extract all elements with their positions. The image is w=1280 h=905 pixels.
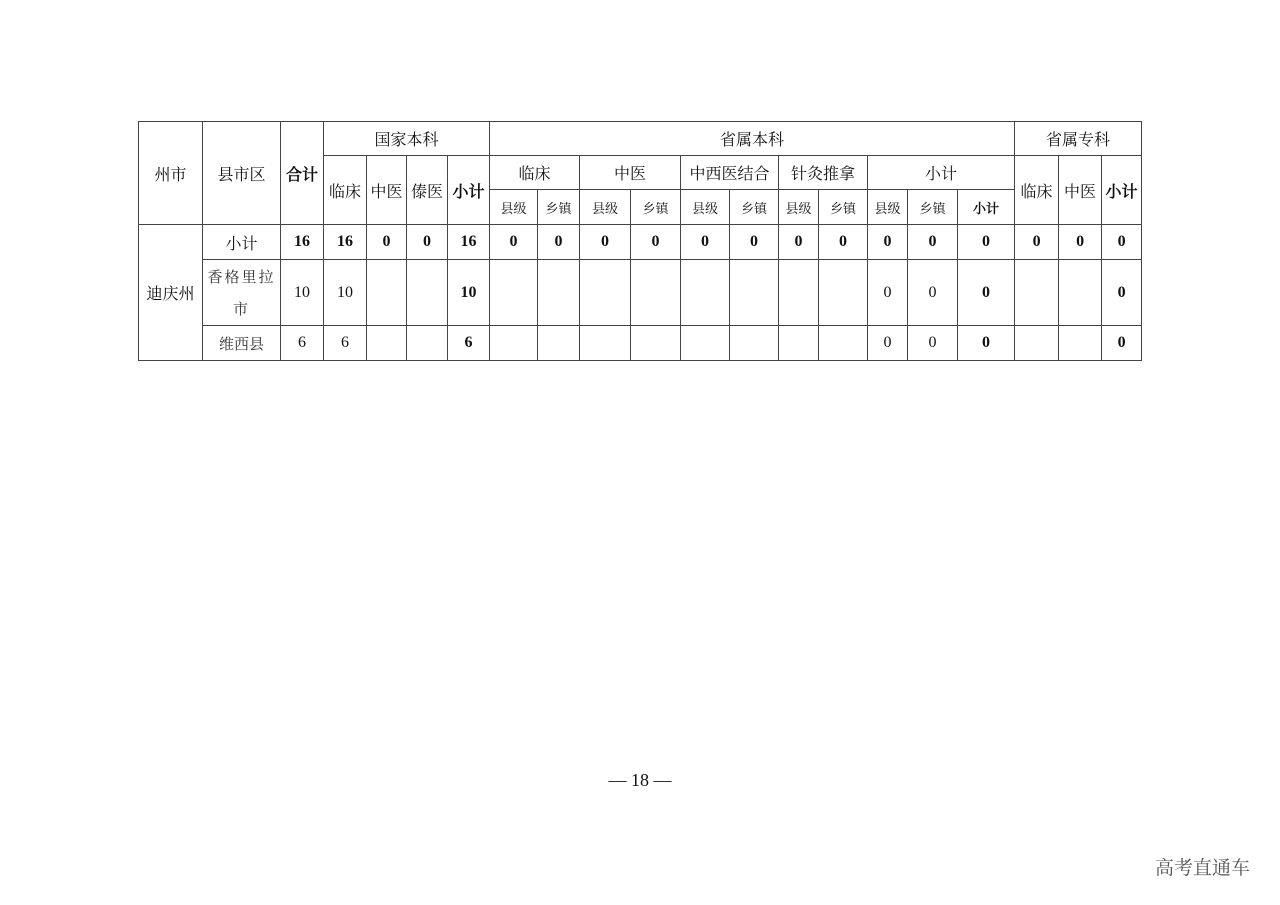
table-cell: 0 [868,225,908,260]
header-national-clinical: 临床 [324,156,367,225]
table-cell: 0 [958,326,1015,361]
table-cell: 0 [908,326,958,361]
header-prov-tcm: 中医 [580,156,681,190]
table-cell: 16 [324,225,367,260]
county-name: 香格里拉 市 [203,260,281,326]
county-name: 维西县 [203,326,281,361]
table-cell [631,326,681,361]
table-cell: 0 [580,225,631,260]
header-township: 乡镇 [538,190,580,225]
table-cell [779,260,819,326]
header-prov-subtotal: 小计 [868,156,1015,190]
table-cell: 10 [324,260,367,326]
table-cell [538,260,580,326]
table-cell [779,326,819,361]
table-cell: 6 [324,326,367,361]
header-college-tcm: 中医 [1059,156,1102,225]
table-cell [1059,326,1102,361]
header-total: 合计 [281,122,324,225]
table-cell: 0 [490,225,538,260]
header-county: 县市区 [203,122,281,225]
table-cell: 6 [448,326,490,361]
table-cell [730,260,779,326]
table-cell: 0 [958,260,1015,326]
header-county-level: 县级 [779,190,819,225]
table-cell: 10 [448,260,490,326]
table-cell [367,260,407,326]
table-cell: 0 [367,225,407,260]
table-cell: 0 [1102,260,1142,326]
header-national-subtotal: 小计 [448,156,490,225]
header-county-level: 县级 [580,190,631,225]
table-cell [367,326,407,361]
header-college-clinical: 临床 [1015,156,1059,225]
header-county-level: 县级 [868,190,908,225]
table-cell [407,260,448,326]
table-cell: 0 [908,225,958,260]
table-cell [1015,326,1059,361]
table-cell: 0 [1102,225,1142,260]
enrollment-quota-table [138,121,1142,361]
table-cell: 0 [681,225,730,260]
table-cell: 0 [958,225,1015,260]
table-cell: 6 [281,326,324,361]
page-number: — 18 — [608,770,672,790]
header-prov-integrated: 中西医结合 [681,156,779,190]
table-cell: 0 [538,225,580,260]
header-county-level: 县级 [490,190,538,225]
header-prov-clinical: 临床 [490,156,580,190]
watermark: 高考直通车 [1154,857,1250,879]
table-cell [681,326,730,361]
table-cell [580,326,631,361]
table-cell [681,260,730,326]
table-cell: 0 [1015,225,1059,260]
table-cell [631,260,681,326]
table-cell: 0 [819,225,868,260]
table-cell: 0 [407,225,448,260]
header-national-undergrad: 国家本科 [324,122,490,156]
header-provincial-undergrad: 省属本科 [490,122,1015,156]
table-row [139,326,1142,361]
table-cell: 0 [779,225,819,260]
prefecture-name: 迪庆州 [139,225,203,361]
header-college-subtotal: 小计 [1102,156,1142,225]
table-cell [490,326,538,361]
subtotal-label: 小计 [203,225,281,260]
table-cell: 10 [281,260,324,326]
table-cell [490,260,538,326]
header-provincial-college: 省属专科 [1015,122,1142,156]
table-cell: 0 [1102,326,1142,361]
table-cell [819,260,868,326]
header-county-level: 县级 [681,190,730,225]
table-cell [407,326,448,361]
table-cell: 0 [868,260,908,326]
table-cell [1059,260,1102,326]
table-cell [580,260,631,326]
table-row-subtotal [139,225,1142,260]
header-township: 乡镇 [730,190,779,225]
table-cell [730,326,779,361]
header-prov-acupuncture: 针灸推拿 [779,156,868,190]
header-national-tcm: 中医 [367,156,407,225]
table-cell [819,326,868,361]
header-township: 乡镇 [819,190,868,225]
table-cell: 0 [868,326,908,361]
header-national-dai-medicine: 傣医 [407,156,448,225]
table-cell: 0 [631,225,681,260]
table-cell: 16 [448,225,490,260]
table-cell [1015,260,1059,326]
header-prov-subtotal-sub: 小计 [958,190,1015,225]
table-row [139,260,1142,326]
table-cell [538,326,580,361]
table-cell: 0 [730,225,779,260]
table-cell: 16 [281,225,324,260]
table-cell: 0 [908,260,958,326]
header-township: 乡镇 [908,190,958,225]
header-township: 乡镇 [631,190,681,225]
header-prefecture: 州市 [139,122,203,225]
table-cell: 0 [1059,225,1102,260]
